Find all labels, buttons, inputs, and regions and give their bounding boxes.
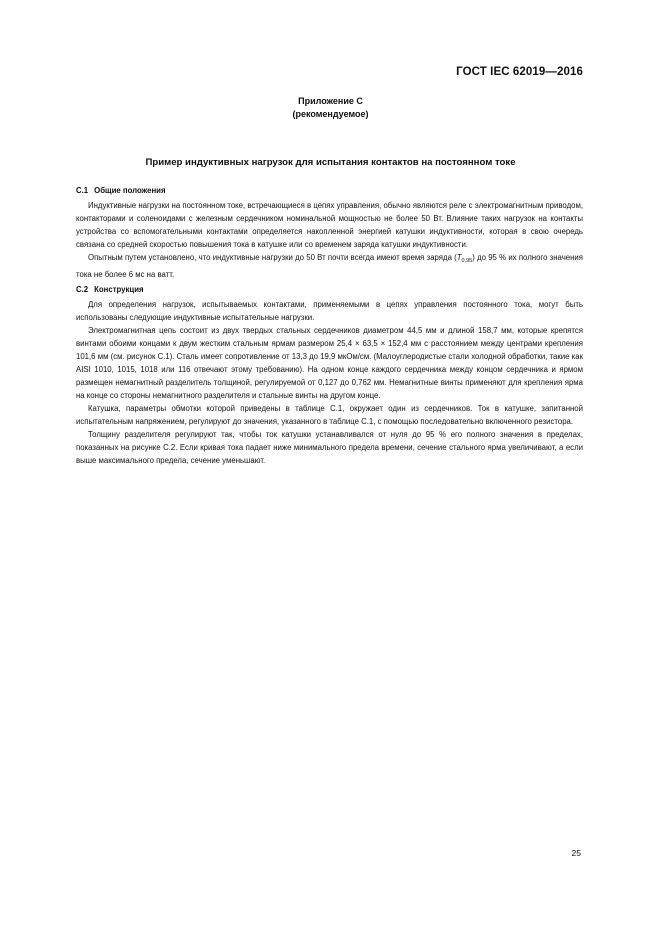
paragraph: Катушка, параметры обмотки которой приведены в таблице C.1, окружает один из сердечников. Ток в катушке, запитанной испытательным напряжением, регулируют до значения, указанного в таблице C.1, с помощью последовательно включенного резистора.	[76, 404, 583, 426]
paragraph-text-before: Опытным путем установлено, что индуктивные нагрузки до 50 Вт почти всегда имеют время заряда (	[88, 253, 457, 262]
section-title: Общие положения	[94, 186, 166, 195]
section-heading-c2	[76, 283, 583, 296]
paragraph: Индуктивные нагрузки на постоянном токе, встречающиеся в цепях управления, обычно являются реле с электромагнитным приводом, контакторами и соленоидами с железным сердечником номинальной мощностью не более 50 Вт. Влияние таких нагрузок на контакты устройства со вспомогательными контактами определяется накопленной энергией катушки индуктивности, которая в свою очередь связана со средней скоростью повышения тока в катушке или со временем заряда катушки индуктивности.	[76, 201, 583, 249]
section-number: C.2	[76, 285, 89, 294]
paragraph-text-after: ) до 95 % их полного значения тока не более 6 мс на ватт.	[76, 253, 583, 279]
time-subscript: 0,95	[461, 258, 473, 264]
section-title: Конструкция	[94, 285, 144, 294]
appendix-status: (рекомендуемое)	[292, 109, 369, 119]
paragraph: Для определения нагрузок, испытываемых контактами, применяемыми в цепях управления постоянного тока, могут быть использованы следующие индуктивные испытательные нагрузки.	[76, 300, 583, 322]
standard-code-header: ГОСТ IEC 62019—2016	[456, 66, 583, 78]
paragraph: Электромагнитная цепь состоит из двух твердых стальных сердечников диаметром 44,5 мм и длиной 158,7 мм, которые крепятся винтами обоими концами к двум жестким стальным ярмам размером 25,4 × 63,5 × 152,4 мм с расстоянием между центрами крепления 101,6 мм (см. рисунок C.1). Сталь имеет сопротивление от 13,3 до 19,9 мкОм/см. (Малоуглеродистые стали холодной обработки, такие как AISI 1010, 1015, 1018 или 116 отвечают этому требованию). На одном конце каждого сердечника между концом сердечника и ярмом размещен немагнитный разделитель толщиной, регулируемой от 0,127 до 0,762 мм. Немагнитные винты применяют для крепления ярма на конце со стороны немагнитного разделителя и стальные винты на другом конце.	[76, 326, 583, 400]
appendix-label: Приложение C	[298, 96, 363, 106]
document-body	[76, 184, 583, 467]
time-symbol: T	[456, 253, 462, 262]
appendix-heading	[0, 95, 661, 121]
paragraph: Толщину разделителя регулируют так, чтобы ток катушки устанавливался от нуля до 95 % его полного значения в пределах, показанных на рисунке C.2. Если кривая тока падает ниже минимального предела времени, сечение стального ярма увеличивают, а если выше максимального предела, сечение уменьшают.	[76, 430, 583, 465]
section-number: C.1	[76, 186, 89, 195]
section-heading-c1	[76, 184, 583, 197]
paragraph-charge-time	[76, 251, 583, 281]
page-number: 25	[571, 848, 581, 858]
page-title: Пример индуктивных нагрузок для испытания контактов на постоянном токе	[145, 157, 516, 168]
